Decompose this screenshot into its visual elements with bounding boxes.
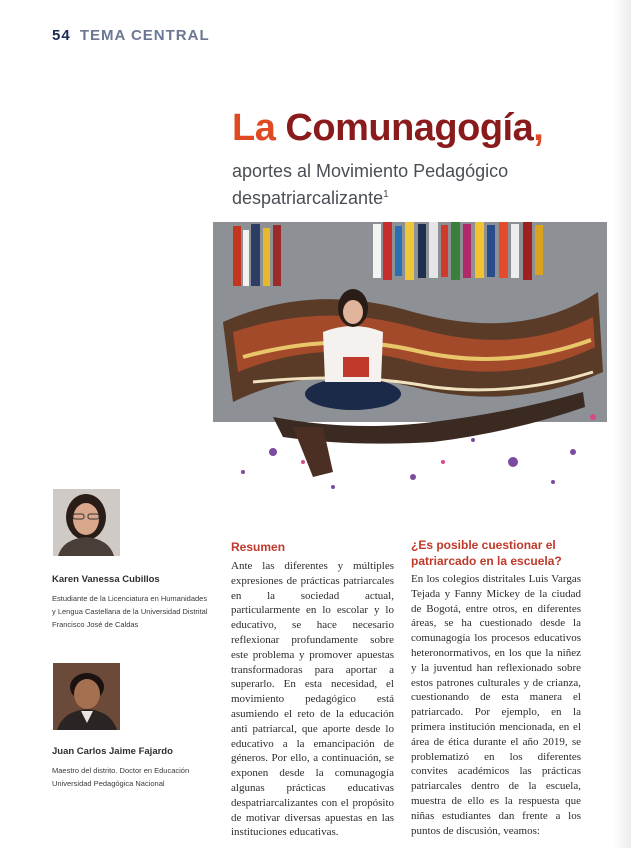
page-edge-shadow	[613, 0, 631, 848]
author-photo-juan	[53, 663, 120, 730]
title-main-word: Comunagogía	[285, 107, 534, 149]
section-label: TEMA CENTRAL	[79, 27, 210, 44]
article-title	[232, 104, 543, 152]
author-name: Karen Vanessa Cubillos	[52, 574, 160, 585]
article-subtitle	[232, 160, 592, 210]
page-header	[52, 27, 210, 44]
question-heading: ¿Es posible cuestionar el patriarcado en la escuela?	[411, 538, 562, 568]
resumen-heading: Resumen	[231, 540, 286, 554]
question-text: En los colegios distritales Luis Vargas Tejada y Fanny Mickey de la ciudad de Bogotá, entre otros, en diferentes áreas, se ha cuestionado desde la comunagogía los procesos educativos heteronormativos, en los que la niñez y la juventud han reflexionado sobre estos patrones culturales y de crianza, cuestionando de esta manera el patriarcado. Por ejemplo, en la primera institución mencionada, en el área de ética durante el año 2019, se problematizó en los diferentes convites académicos las prácticas patriarcales dentro de la escuela, muestra de ello es la respuesta que niñas estudiantes dan frente a los puntos de discusión, veamos:	[411, 573, 581, 837]
author-photo-karen	[53, 489, 120, 556]
author-description: Estudiante de la Licenciatura en Humanidades y Lengua Castellana de la Universidad Distrital Francisco José de Caldas	[52, 594, 208, 629]
footnote-marker: 1	[383, 189, 389, 200]
author-name: Juan Carlos Jaime Fajardo	[52, 746, 173, 757]
page-number: 54	[52, 27, 71, 44]
author-description: Maestro del distrito. Doctor en Educación Universidad Pedagógica Nacional	[52, 766, 190, 788]
resumen-text: Ante las diferentes y múltiples expresiones de prácticas patriarcales en la sociedad actual, particularmente en lo escolar y lo educativo, se hace necesario reflexionar profundamente sobre este problema y promover apuestas transformadoras para aportar a superarlo. En esta necesidad, el movimiento pedagógico está asumiendo el reto de la educación anti patriarcal, que aporte desde lo educativo a la emancipación de géneros. Por ello, a continuación, se exponen desde la comunagogía algunas prácticas educativas despatriarcalizantes con el propósito de motivar diversas apuestas en las instituciones educativas.	[231, 560, 394, 839]
title-article-word: La	[232, 107, 276, 149]
hero-image	[213, 222, 607, 500]
subtitle-text: aportes al Movimiento Pedagógico despatriarcalizante	[232, 161, 509, 208]
title-comma: ,	[533, 107, 544, 149]
